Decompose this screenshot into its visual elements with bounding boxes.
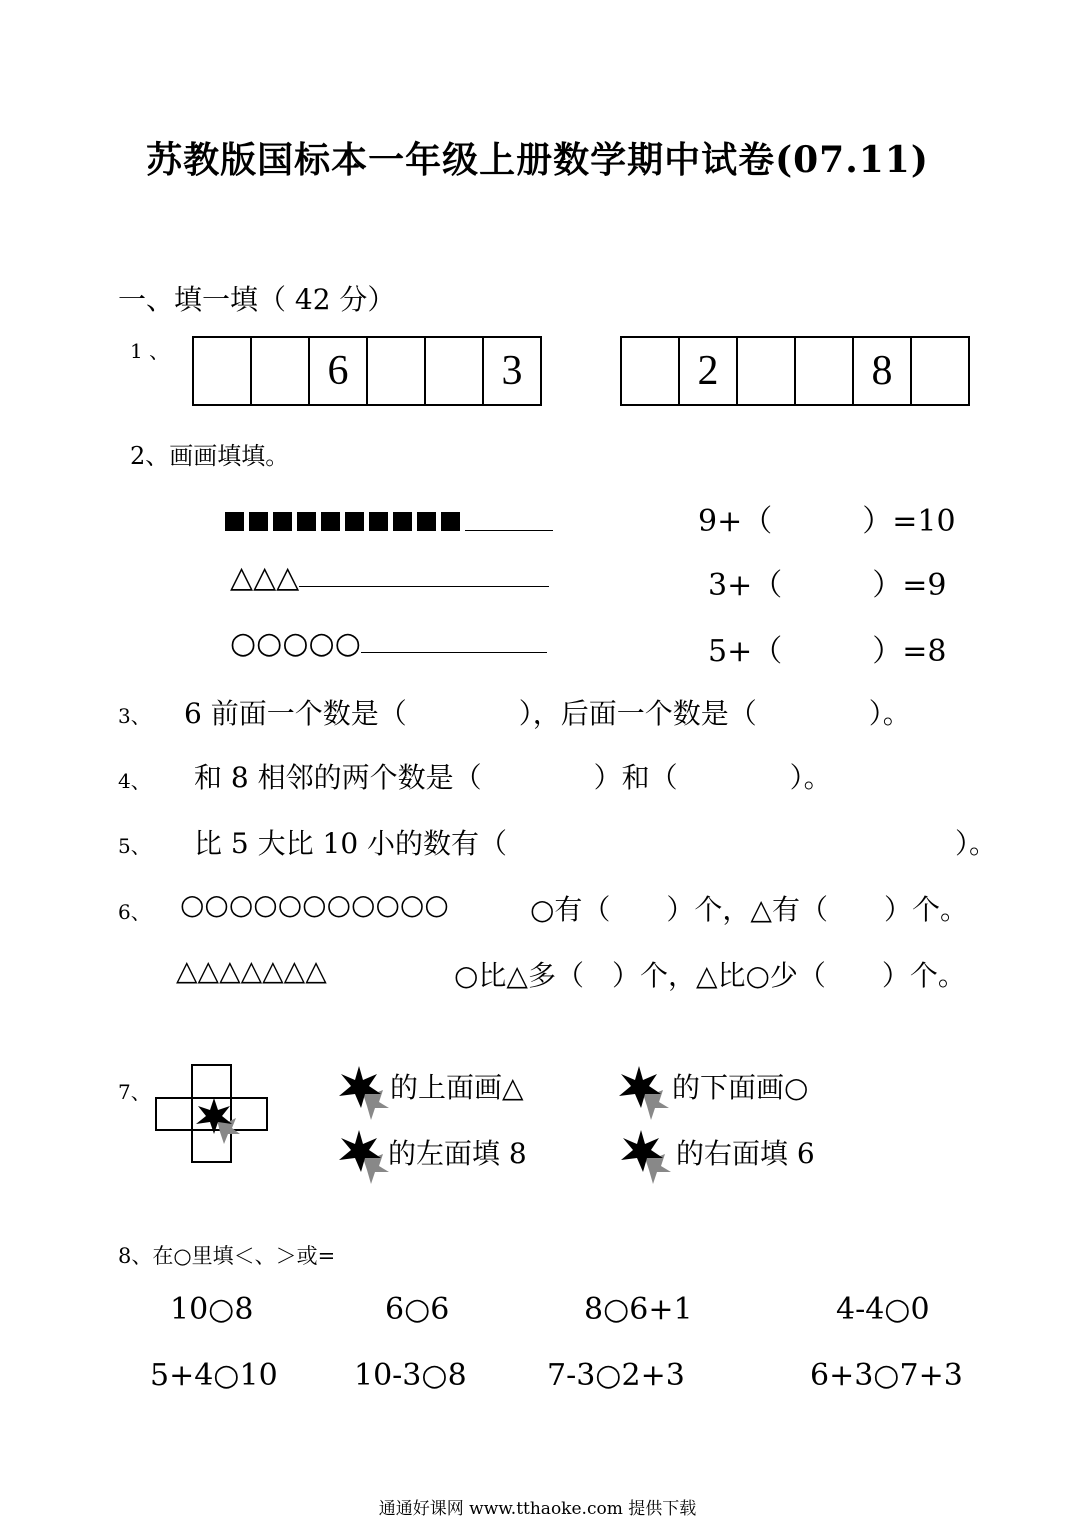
q2-equation-3: 5+（ ）=8 xyxy=(708,634,947,669)
page-title: 苏教版国标本一年级上册数学期中试卷(07.11) xyxy=(146,139,929,181)
leaf-icon xyxy=(190,1094,246,1144)
leaf-icon xyxy=(337,1064,391,1120)
q7-text-a: 的上面画△ xyxy=(390,1071,524,1104)
q4-number: 4、 xyxy=(118,769,151,793)
q2-equation-2: 3+（ ）=9 xyxy=(708,568,947,603)
q2-label: 2、画画填填。 xyxy=(130,442,290,470)
square-icon xyxy=(417,512,436,531)
q2-row3 xyxy=(230,626,547,661)
q6-line1: ○有（ ）个，△有（ ）个。 xyxy=(530,893,968,926)
q7-text-c: 的左面填 8 xyxy=(388,1137,527,1170)
grid-cell[interactable] xyxy=(796,338,854,404)
q8-label: 8、在○里填＜、＞或= xyxy=(118,1244,336,1268)
q2-equation-1: 9+（ ）=10 xyxy=(698,504,956,539)
q6-circles: ○○○○○○○○○○○ xyxy=(180,888,449,921)
answer-line[interactable] xyxy=(299,564,549,587)
square-icon xyxy=(441,512,460,531)
comparison-item[interactable]: 6+3○7+3 xyxy=(810,1358,963,1393)
square-icon xyxy=(225,512,244,531)
cross-left-box[interactable] xyxy=(155,1097,193,1131)
comparison-item[interactable]: 5+4○10 xyxy=(150,1358,278,1393)
q1-grid-right xyxy=(620,336,970,406)
circle-shapes: ○○○○○ xyxy=(230,626,361,661)
q7-text-b: 的下面画○ xyxy=(672,1071,809,1104)
footer-credit: 通通好课网 www.tthaoke.com 提供下载 xyxy=(378,1499,697,1519)
q6-line2: ○比△多（ ）个，△比○少（ ）个。 xyxy=(454,959,966,992)
grid-cell[interactable] xyxy=(368,338,426,404)
comparison-item[interactable]: 6○6 xyxy=(385,1292,450,1327)
square-icon xyxy=(345,512,364,531)
q7-number: 7、 xyxy=(118,1080,151,1104)
grid-cell[interactable] xyxy=(738,338,796,404)
leaf-icon xyxy=(617,1064,671,1120)
q5-text: 比 5 大比 10 小的数有（ ）。 xyxy=(194,827,998,860)
q7-text-d: 的右面填 6 xyxy=(676,1137,815,1170)
grid-cell[interactable] xyxy=(912,338,968,404)
square-icon xyxy=(321,512,340,531)
q1-grid-left xyxy=(192,336,542,406)
comparison-item[interactable]: 4-4○0 xyxy=(836,1292,930,1327)
comparison-item[interactable]: 10-3○8 xyxy=(354,1358,467,1393)
grid-cell[interactable] xyxy=(426,338,484,404)
square-icon xyxy=(393,512,412,531)
answer-line[interactable] xyxy=(465,508,553,531)
grid-cell: 6 xyxy=(310,338,368,404)
section-heading: 一、填一填（ 42 分） xyxy=(118,283,396,316)
q4-text: 和 8 相邻的两个数是（ ）和（ ）。 xyxy=(194,761,832,794)
q5-number: 5、 xyxy=(118,834,151,858)
grid-cell[interactable] xyxy=(194,338,252,404)
comparison-item[interactable]: 8○6+1 xyxy=(584,1292,693,1327)
grid-cell: 2 xyxy=(680,338,738,404)
leaf-icon xyxy=(619,1128,673,1184)
square-row xyxy=(225,508,553,535)
square-icon xyxy=(273,512,292,531)
grid-cell: 3 xyxy=(501,348,523,394)
grid-cell[interactable] xyxy=(622,338,680,404)
square-icon xyxy=(249,512,268,531)
triangle-shapes: △△△ xyxy=(230,560,300,595)
comparison-item[interactable]: 7-3○2+3 xyxy=(547,1358,685,1393)
comparison-item[interactable]: 10○8 xyxy=(170,1292,254,1327)
leaf-icon xyxy=(337,1128,391,1184)
square-icon xyxy=(369,512,388,531)
q3-number: 3、 xyxy=(118,704,151,728)
q3-text: 6 前面一个数是（ ），后面一个数是（ ）。 xyxy=(184,697,911,730)
q2-row2 xyxy=(230,560,549,595)
grid-cell[interactable] xyxy=(252,338,310,404)
q6-triangles: △△△△△△△ xyxy=(176,954,327,987)
grid-cell: 8 xyxy=(854,338,912,404)
answer-line[interactable] xyxy=(361,630,547,653)
square-icon xyxy=(297,512,316,531)
q6-number: 6、 xyxy=(118,900,151,924)
q1-number: 1 、 xyxy=(130,339,170,363)
